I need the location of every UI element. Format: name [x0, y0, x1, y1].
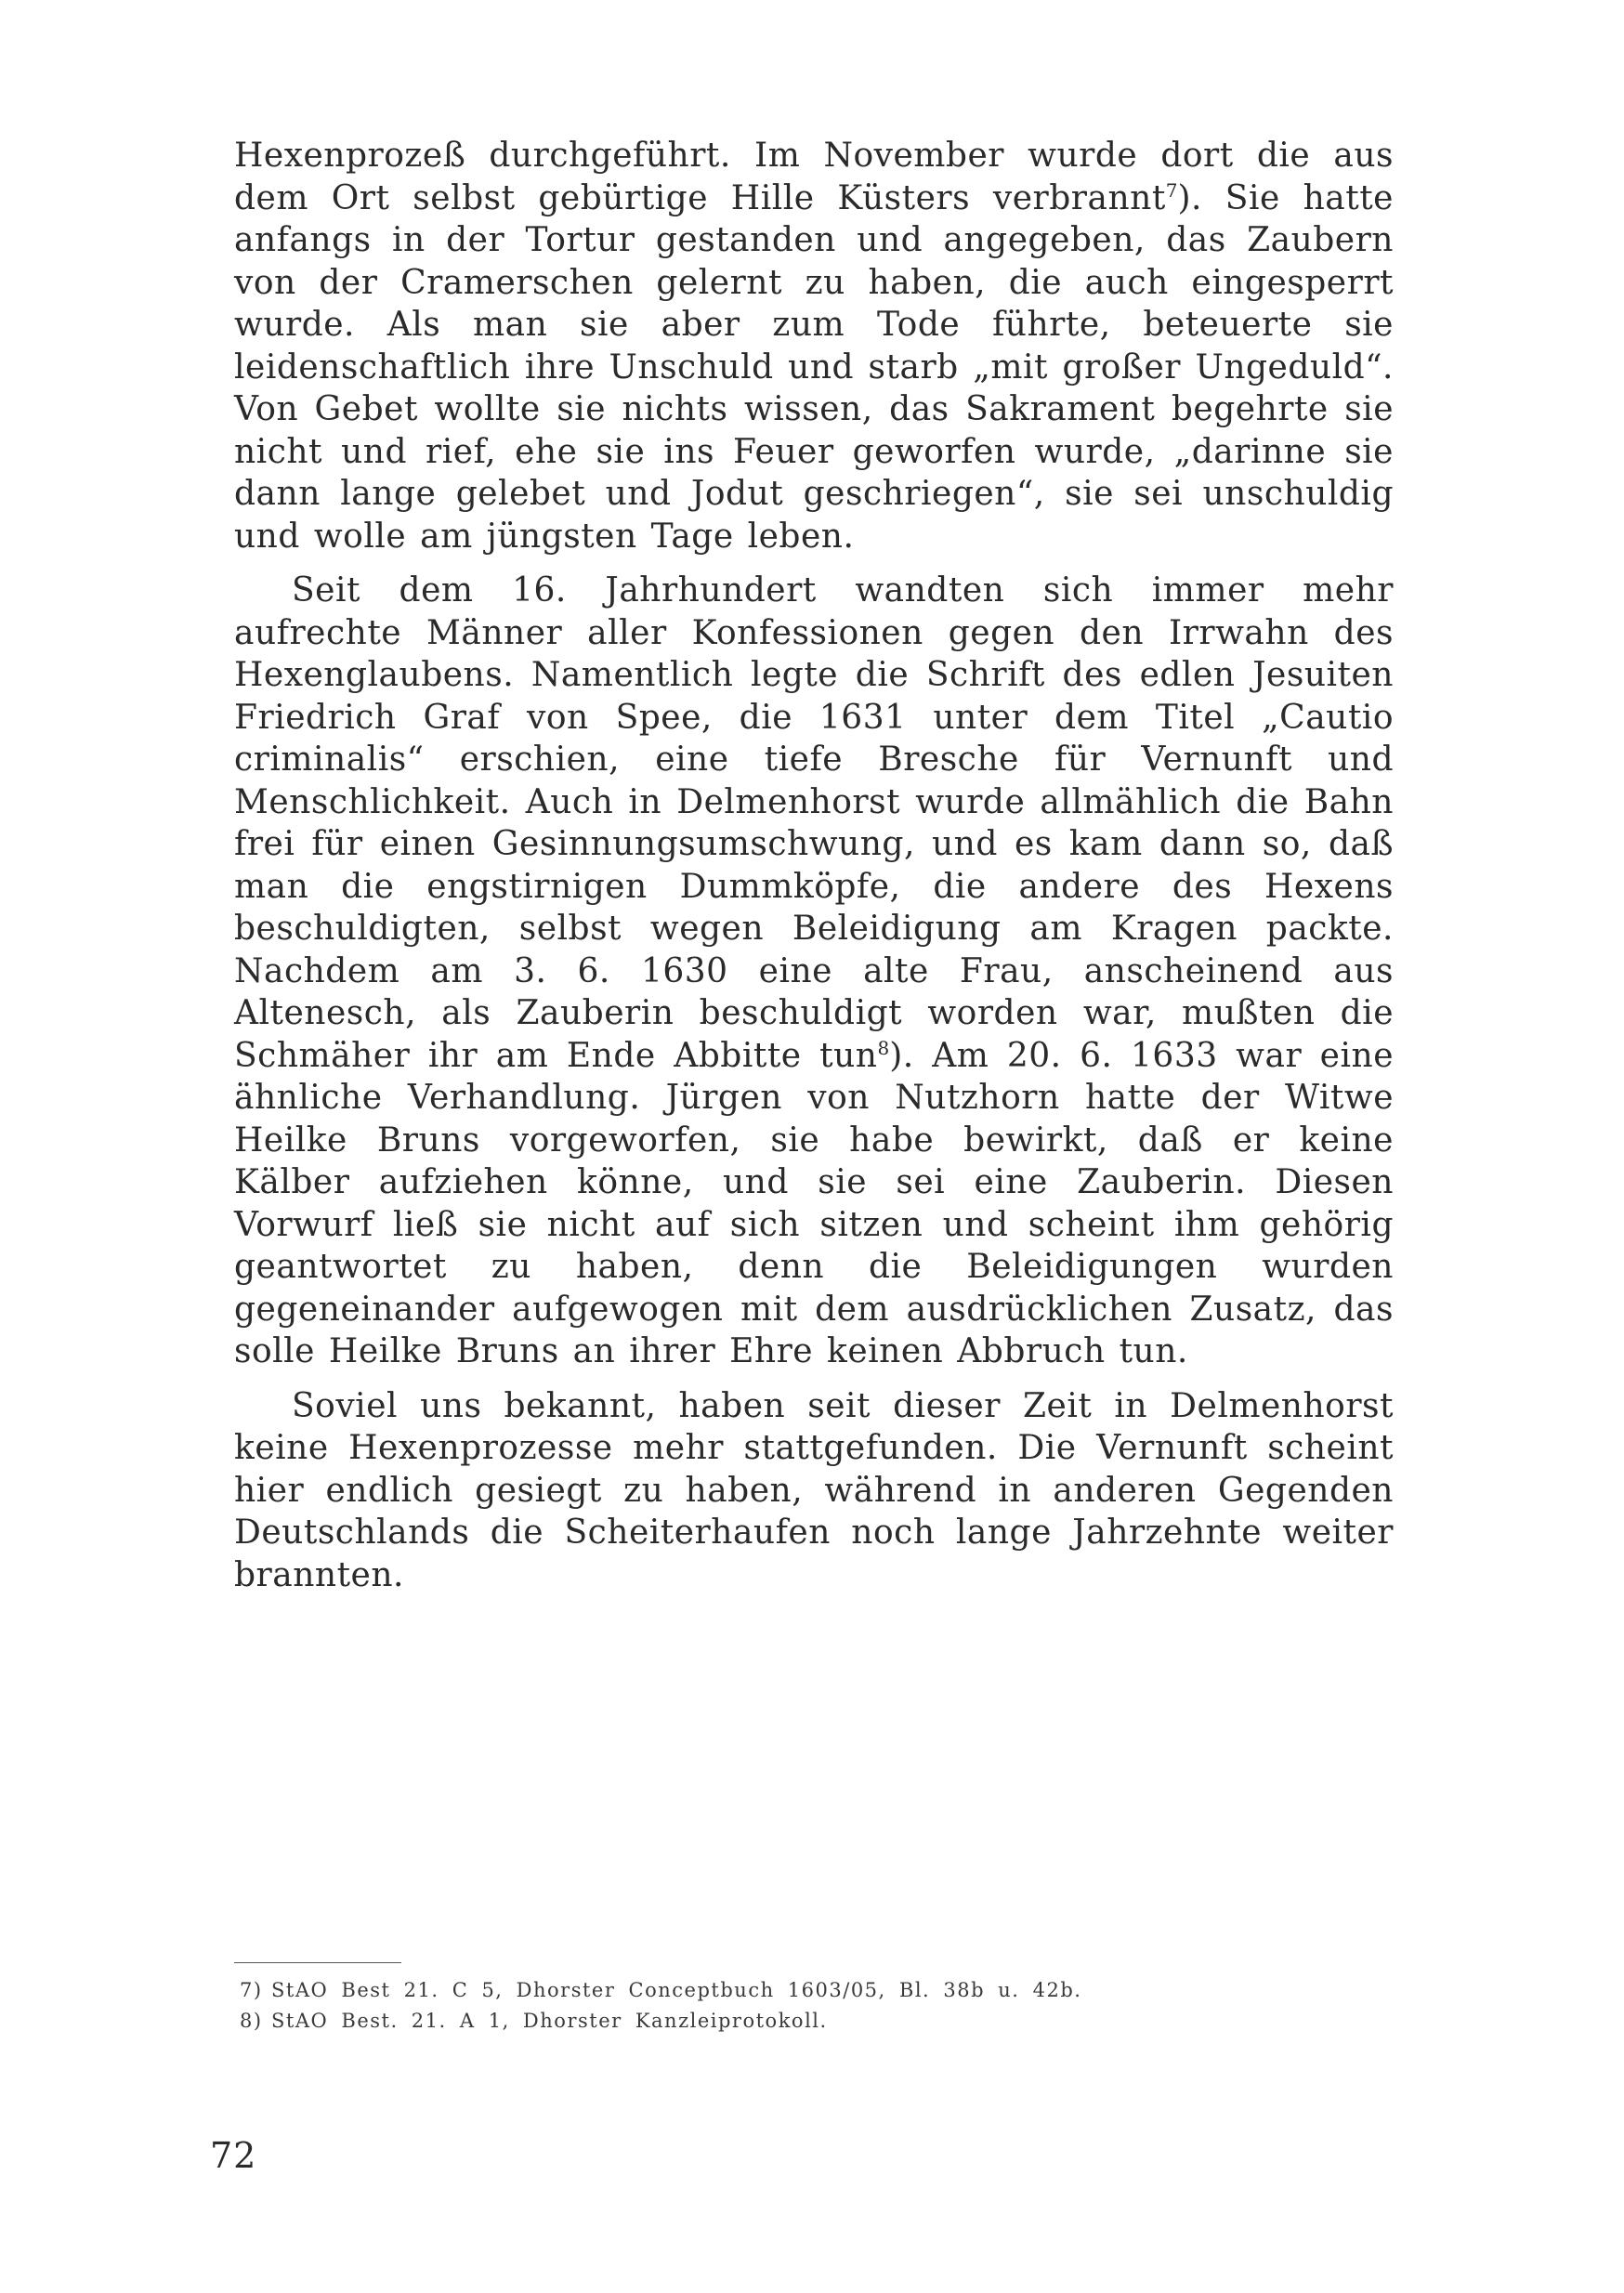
paragraph-2-text-a: Seit dem 16. Jahrhundert wandten sich immer mehr aufrechte Männer aller Konfessionen gegen den Irrwahn des Hexenglaubens. Namentlich legte die Schrift des edlen Jesuiten Friedrich Graf von Spee, die 1631 unter dem Titel „Cautio criminalis“ erschien, eine tiefe Bresche für Vernunft und Menschlichkeit. Auch in Delmenhorst wurde allmählich die Bahn frei für einen Gesinnungsumschwung, und es kam dann so, daß man die engstirnigen Dummköpfe, die andere des Hexens beschuldigten, selbst wegen Beleidigung am Kragen packte. Nachdem am 3. 6. 1630 eine alte Frau, anscheinend aus Altenesch, als Zauberin beschuldigt worden war, mußten die Schmäher ihr am Ende Abbitte tun: [234, 571, 1394, 1075]
paragraph-1-text-a: Hexenprozeß durchgeführt. Im November wurde dort die aus dem Ort selbst gebürtige Hille Küsters verbrannt: [234, 137, 1394, 217]
footnote-7-marker: 7): [240, 1979, 263, 2001]
footnote-divider: [234, 1962, 401, 1963]
footnote-8: [240, 2006, 1262, 2037]
paragraph-1: [234, 135, 1394, 557]
paragraph-3: [234, 1385, 1394, 1597]
footnote-7: [240, 1975, 1262, 2006]
footnote-ref-7: 7: [1165, 178, 1178, 202]
paragraph-1-text-b: ). Sie hatte anfangs in der Tortur gestanden und angegeben, das Zaubern von der Cramerschen gelernt zu haben, die auch eingesperrt wurde. Als man sie aber zum Tode führte, beteuerte sie leidenschaftlich ihre Unschuld und starb „mit großer Ungeduld“. Von Gebet wollte sie nichts wissen, das Sakrament begehrte sie nicht und rief, ehe sie ins Feuer geworfen wurde, „darinne sie dann lange gelebet und Jodut geschriegen“, sie sei unschuldig und wolle am jüngsten Tage leben.: [234, 178, 1394, 556]
footnote-8-marker: 8): [240, 2010, 263, 2032]
footnote-8-text: StAO Best. 21. A 1, Dhorster Kanzleiprotokoll.: [271, 2010, 828, 2032]
footnotes: [240, 1975, 1262, 2037]
paragraph-2-text-b: ). Am 20. 6. 1633 war eine ähnliche Verhandlung. Jürgen von Nutzhorn hatte der Witwe Heilke Bruns vorgeworfen, sie habe bewirkt, daß er keine Kälber aufziehen könne, und sie sei eine Zauberin. Diesen Vorwurf ließ sie nicht auf sich sitzen und scheint ihm gehörig geantwortet zu haben, denn die Beleidigungen wurden gegeneinander aufgewogen mit dem ausdrücklichen Zusatz, das solle Heilke Bruns an ihrer Ehre keinen Abbruch tun.: [234, 1036, 1394, 1370]
body-text: [234, 135, 1394, 1608]
paragraph-2: [234, 570, 1394, 1373]
page-number: 72: [210, 2135, 257, 2176]
footnote-7-text: StAO Best 21. C 5, Dhorster Conceptbuch 1603/05, Bl. 38b u. 42b.: [271, 1979, 1082, 2001]
paragraph-3-text: Soviel uns bekannt, haben seit dieser Zeit in Delmenhorst keine Hexenprozesse mehr stattgefunden. Die Vernunft scheint hier endlich gesiegt zu haben, während in anderen Gegenden Deutschlands die Scheiterhaufen noch lange Jahrzehnte weiter brannten.: [234, 1386, 1394, 1594]
footnote-ref-8: 8: [877, 1036, 890, 1059]
